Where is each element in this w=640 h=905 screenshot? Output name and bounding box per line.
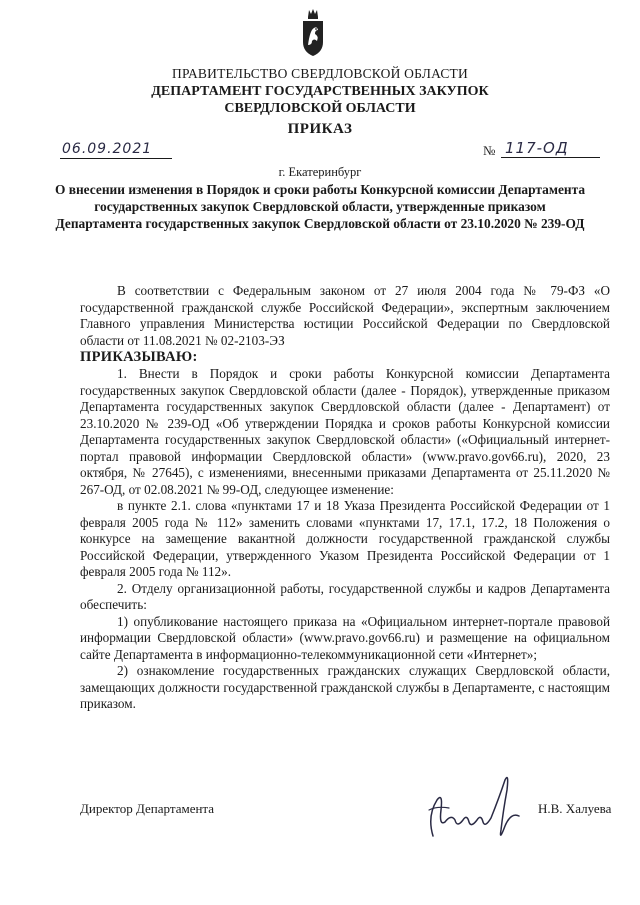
document-title: О внесении изменения в Порядок и сроки работы Конкурсной комиссии Департамента государственных закупок Свердловской области, утвержденные приказом Департамента государственных закупок Свердловской области от 23.10.2020 № 239-ОД bbox=[54, 182, 586, 231]
order-date: 06.09.2021 bbox=[62, 141, 153, 157]
clause-1: 1. Внести в Порядок и сроки работы Конкурсной комиссии Департамента государственных закупок Свердловской области (далее - Порядок), утвержденные приказом Департамента государственных закупок Свердловской области (далее - Департамент) от 23.10.2020 № 239-ОД «Об утверждении Порядка и сроков работы Конкурсной комиссии Департамента государственных закупок Свердловской области» («Официальный интернет-портал правовой информации Свердловской области» (www.pravo.gov66.ru), 2020, 23 октября, № 27645), с изменениями, внесенными приказами Департамента от 25.11.2020 № 267-ОД, от 02.08.2021 № 99-ОД, следующее изменение: bbox=[80, 366, 610, 497]
document-type: ПРИКАЗ bbox=[287, 121, 353, 137]
coat-of-arms-icon bbox=[299, 8, 327, 58]
signatory-role: Директор Департамента bbox=[80, 801, 215, 816]
city: г. Екатеринбург bbox=[278, 165, 362, 179]
handwritten-signature bbox=[415, 770, 527, 850]
preamble: В соответствии с Федеральным законом от 27 июля 2004 года № 79-ФЗ «О государственной гражданской службе Российской Федерации», экспертным заключением Главного управления Министерства юстиции Российской Федерации по Свердловской области от 11.08.2021 № 02-2103-ЭЗ bbox=[80, 283, 610, 348]
clause-2-subitem-2: 2) ознакомление государственных гражданских служащих Свердловской области, замещающих должности государственной гражданской службы в Департаменте, с настоящим приказом. bbox=[80, 663, 610, 711]
decree-heading: ПРИКАЗЫВАЮ: bbox=[80, 349, 198, 365]
order-number-label: № bbox=[483, 143, 496, 158]
order-number-underline bbox=[501, 157, 600, 158]
document-body bbox=[80, 283, 610, 713]
government-name: ПРАВИТЕЛЬСТВО СВЕРДЛОВСКОЙ ОБЛАСТИ bbox=[172, 66, 468, 81]
clause-1-change: в пункте 2.1. слова «пунктами 17 и 18 Указа Президента Российской Федерации от 1 февраля 2005 года № 112» заменить словами «пунктами 17, 17.1, 17.2, 18 Положения о конкурсе на замещение вакантной должности государственной гражданской службы Российской Федерации, утвержденного Указом Президента Российской Федерации от 1 февраля 2005 года № 112». bbox=[80, 498, 610, 579]
order-date-field bbox=[60, 140, 172, 159]
clause-2: 2. Отделу организационной работы, государственной службы и кадров Департамента обеспечить: bbox=[80, 580, 610, 612]
clause-2-subitem-1: 1) опубликование настоящего приказа на «Официальном интернет-портале правовой информации Свердловской области» (www.pravo.gov66.ru) и размещение на официальном сайте Департамента в информационно-телекоммуникационной сети «Интернет»; bbox=[80, 613, 610, 662]
order-number-field bbox=[483, 140, 600, 158]
signatory-name: Н.В. Халуева bbox=[538, 801, 612, 816]
department-name-line1: ДЕПАРТАМЕНТ ГОСУДАРСТВЕННЫХ ЗАКУПОК bbox=[151, 84, 489, 99]
department-name-line2: СВЕРДЛОВСКОЙ ОБЛАСТИ bbox=[224, 101, 416, 116]
order-number: 117-ОД bbox=[505, 139, 569, 157]
